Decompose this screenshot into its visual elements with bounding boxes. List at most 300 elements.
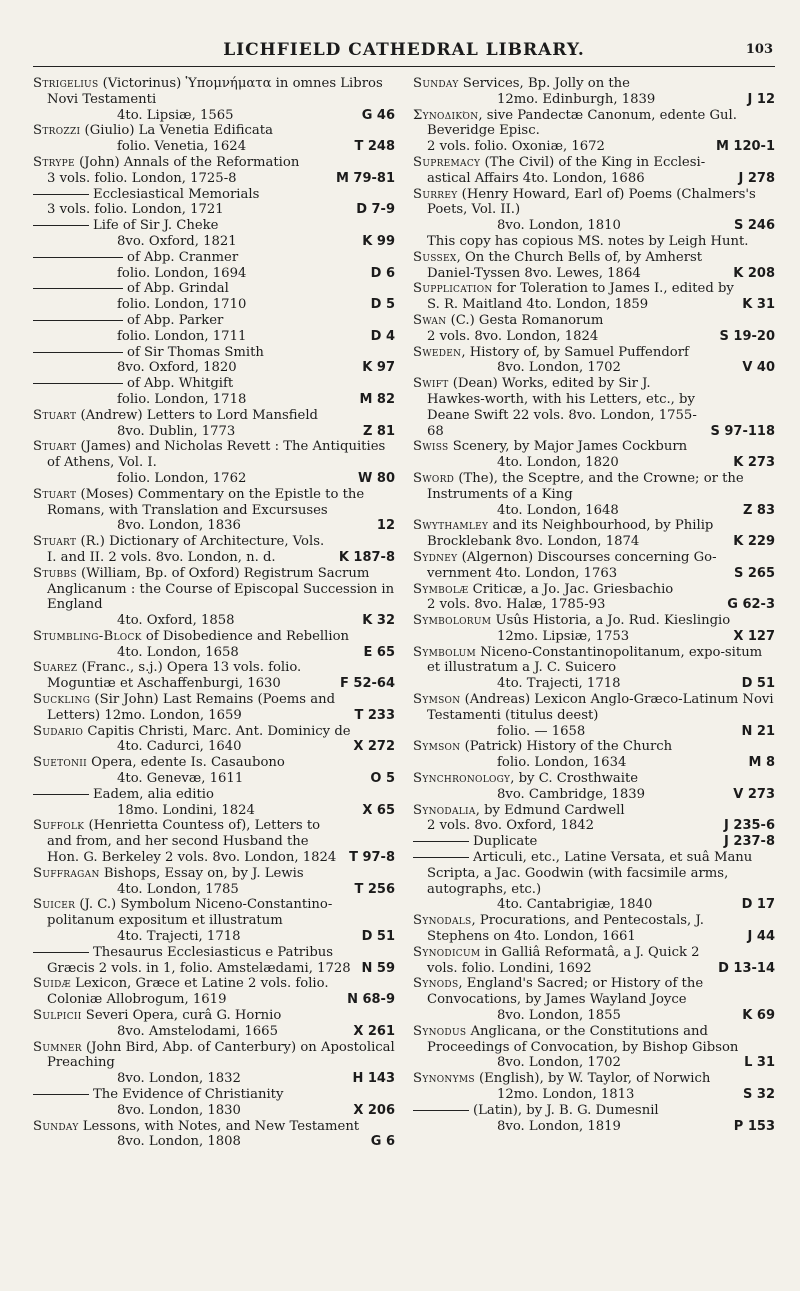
catalogue-entry bbox=[413, 345, 775, 361]
entry-heading: Strozzi bbox=[33, 123, 81, 139]
entry-text: (Moses) Commentary on the Epistle to the Romans, with Translation and Excursuses bbox=[47, 486, 365, 518]
catalogue-entry bbox=[33, 76, 395, 108]
entry-text: Duplicate bbox=[473, 834, 538, 850]
imprint-text: folio. Venetia, 1624 bbox=[117, 139, 247, 155]
entry-text: (Algernon) Discourses concerning Go-vernment 4to. London, 1763 bbox=[427, 549, 717, 581]
entry-heading: Sudario bbox=[33, 723, 84, 739]
imprint-line bbox=[33, 266, 365, 282]
imprint-text: 2 vols. 8vo. Halæ, 1785-93 bbox=[427, 597, 606, 613]
catalogue-entry bbox=[413, 250, 727, 282]
catalogue-entry bbox=[33, 724, 395, 740]
entry-text: (Sir John) Last Remains (Poems and Letters) 12mo. London, 1659 bbox=[47, 692, 336, 723]
entry-row bbox=[33, 534, 395, 566]
shelf-mark: S 246 bbox=[733, 218, 775, 234]
shelf-mark: T 256 bbox=[354, 881, 395, 897]
entry-heading: Sweden bbox=[413, 344, 462, 360]
imprint-text: 3 vols. folio. London, 1721 bbox=[47, 202, 224, 218]
entry-text: (Franc., s.j.) Opera 13 vols. folio. Moguntiæ et Aschaffenburgi, 1630 bbox=[47, 660, 302, 692]
sub-entry bbox=[413, 850, 775, 897]
imprint-text: 18mo. Londini, 1824 bbox=[117, 802, 255, 818]
entry-row bbox=[413, 518, 775, 550]
shelf-mark: G 62-3 bbox=[727, 597, 775, 613]
imprint-line bbox=[413, 1008, 736, 1024]
imprint-text: 12mo. Edinburgh, 1839 bbox=[497, 91, 656, 107]
entry-row bbox=[33, 613, 395, 629]
shelf-mark: F 52-64 bbox=[340, 676, 395, 692]
catalogue-entry bbox=[413, 108, 775, 140]
catalogue-entry bbox=[413, 518, 727, 550]
shelf-mark: O 5 bbox=[370, 771, 395, 787]
catalogue-entry bbox=[33, 1008, 395, 1024]
imprint-text: 8vo. London, 1832 bbox=[117, 1071, 241, 1087]
entry-heading: Stuart bbox=[33, 534, 77, 550]
entry-row bbox=[413, 281, 775, 313]
entry-row bbox=[33, 1071, 395, 1087]
entry-row bbox=[413, 139, 775, 155]
catalogue-entry bbox=[413, 313, 775, 329]
entry-text: Niceno-Constantinopolitanum, expo-situm et illustratum a J. C. Suicero bbox=[427, 644, 763, 676]
imprint-text: 4to. Lipsiæ, 1565 bbox=[117, 107, 234, 123]
catalogue-entry bbox=[413, 471, 775, 503]
imprint-text: 8vo. London, 1855 bbox=[497, 1008, 621, 1024]
entry-text: Scenery, by Major James Cockburn bbox=[448, 439, 688, 455]
entry-text: (Giulio) La Venetia Edificata bbox=[80, 123, 273, 139]
imprint-line bbox=[33, 739, 347, 755]
catalogue-entry bbox=[33, 439, 395, 471]
entry-row bbox=[33, 882, 395, 898]
catalogue-entry bbox=[413, 692, 775, 724]
imprint-text: 4to. London, 1785 bbox=[117, 881, 239, 897]
entry-row bbox=[33, 976, 395, 1008]
entry-heading: Strigelius bbox=[33, 76, 99, 91]
shelf-mark: N 21 bbox=[741, 723, 775, 739]
entry-text: of Abp. Cranmer bbox=[127, 249, 239, 265]
entry-text: Articuli, etc., Latine Versata, et suâ Manu Scripta, a Jac. Goodwin (with facsimile arms, autographs, etc.) bbox=[427, 850, 753, 897]
entry-heading: Symbolorum bbox=[413, 613, 492, 629]
shelf-mark: N 59 bbox=[361, 960, 395, 976]
shelf-mark: J 237-8 bbox=[724, 834, 775, 850]
imprint-text: folio. London, 1694 bbox=[117, 265, 247, 281]
entry-heading: Symbolæ bbox=[413, 581, 469, 597]
catalogue-entry bbox=[33, 755, 395, 771]
catalogue-entry bbox=[33, 818, 343, 865]
entry-heading: Stuart bbox=[33, 439, 77, 455]
shelf-mark: X 65 bbox=[362, 802, 395, 818]
shelf-mark: D 51 bbox=[361, 929, 395, 945]
shelf-mark: S 265 bbox=[733, 565, 775, 581]
entry-heading: Symson bbox=[413, 692, 461, 708]
entry-row bbox=[413, 503, 775, 519]
entry-heading: Suetonii bbox=[33, 755, 87, 771]
entry-text: of Disobedience and Rebellion bbox=[141, 628, 350, 644]
catalogue-entry bbox=[413, 913, 742, 945]
entry-text: , sive Pandectæ Canonum, edente Gul. Beveridge Episc. bbox=[427, 107, 737, 139]
imprint-line bbox=[33, 360, 356, 376]
imprint-line bbox=[33, 1024, 347, 1040]
imprint-text: 8vo. London, 1810 bbox=[497, 218, 621, 234]
entry-text: (Henrietta Countess of), Letters to and from, and her second Husband the Hon. G. Berkeley 2 vols. 8vo. London, 1824 bbox=[47, 818, 337, 866]
entry-row bbox=[33, 739, 395, 755]
catalogue-entry bbox=[413, 613, 775, 629]
imprint-line bbox=[413, 1119, 728, 1135]
shelf-mark: D 6 bbox=[370, 265, 395, 281]
running-title: LICHFIELD CATHEDRAL LIBRARY. bbox=[223, 40, 585, 60]
entry-row bbox=[413, 897, 775, 913]
entry-heading: Stubbs bbox=[33, 565, 77, 581]
imprint-line bbox=[413, 360, 736, 376]
entry-text: (John Bird, Abp. of Canterbury) on Apostolical Preaching bbox=[47, 1039, 395, 1071]
shelf-mark: X 127 bbox=[733, 628, 775, 644]
entry-row bbox=[413, 376, 775, 439]
imprint-line bbox=[33, 108, 356, 124]
left-column bbox=[33, 76, 395, 1150]
entry-text: in Galliâ Reformatâ, a J. Quick 2 vols. folio. Londini, 1692 bbox=[427, 944, 700, 976]
entry-text: , by Edmund Cardwell bbox=[475, 802, 625, 818]
entry-heading: Sussex bbox=[413, 249, 457, 265]
imprint-line bbox=[33, 1071, 346, 1087]
entry-text: , Procurations, and Pentecostals, J. Stephens on 4to. London, 1661 bbox=[427, 913, 704, 945]
entry-text: of Abp. Parker bbox=[127, 312, 224, 328]
entry-row bbox=[33, 660, 395, 692]
catalogue-entry bbox=[33, 155, 395, 171]
page-number: 103 bbox=[745, 42, 773, 57]
entry-heading: Swift bbox=[413, 376, 449, 392]
shelf-mark: X 206 bbox=[353, 1102, 395, 1118]
imprint-line bbox=[33, 424, 357, 440]
entry-heading: Synchronology bbox=[413, 771, 511, 787]
entry-row bbox=[33, 1103, 395, 1119]
shelf-mark: D 5 bbox=[370, 297, 395, 313]
imprint-line bbox=[413, 597, 721, 613]
entry-row bbox=[33, 771, 395, 787]
entry-heading: Synodalia bbox=[413, 802, 476, 818]
shelf-mark: K 208 bbox=[733, 265, 775, 281]
imprint-text: 4to. Cantabrigiæ, 1840 bbox=[497, 897, 653, 913]
entry-row bbox=[33, 1134, 395, 1150]
catalogue-entry bbox=[33, 629, 395, 645]
catalogue-entry bbox=[33, 660, 334, 692]
imprint-text: 4to. Oxford, 1858 bbox=[117, 613, 235, 629]
entry-row bbox=[413, 945, 775, 977]
imprint-line bbox=[33, 392, 353, 408]
entry-row bbox=[413, 787, 775, 803]
imprint-text: 2 vols. 8vo. Oxford, 1842 bbox=[427, 818, 595, 834]
entry-heading: Suidæ bbox=[33, 976, 71, 992]
shelf-mark: M 82 bbox=[359, 391, 395, 407]
shelf-mark: X 261 bbox=[353, 1023, 395, 1039]
entry-text: (Dean) Works, edited by Sir J. Hawkes-worth, with his Letters, etc., by Deane Swift 22 vols. 8vo. London, 1755-68 bbox=[427, 376, 697, 439]
catalogue-entry bbox=[413, 803, 775, 819]
imprint-line bbox=[413, 755, 742, 771]
entry-text: (John) Annals of the Reformation bbox=[74, 154, 300, 170]
imprint-text: 8vo. Oxford, 1821 bbox=[117, 233, 237, 249]
entry-text: (Victorinus) Ὑπομνήματα in omnes Libros Novi Testamenti bbox=[47, 76, 383, 107]
imprint-line bbox=[33, 803, 356, 819]
entry-text: Life of Sir J. Cheke bbox=[93, 218, 219, 234]
entry-text: , England's Sacred; or History of the Convocations, by James Wayland Joyce bbox=[427, 976, 704, 1008]
imprint-line bbox=[413, 676, 736, 692]
sub-entry bbox=[33, 376, 395, 392]
entry-text: Ecclesiastical Memorials bbox=[93, 186, 260, 202]
imprint-line bbox=[413, 92, 742, 108]
catalogue-entry bbox=[413, 582, 775, 598]
catalogue-entry bbox=[413, 976, 775, 1008]
entry-heading: Suarez bbox=[33, 660, 78, 676]
imprint-line bbox=[33, 329, 365, 345]
shelf-mark: P 153 bbox=[733, 1118, 775, 1134]
imprint-text: 8vo. Amstelodami, 1665 bbox=[117, 1023, 278, 1039]
entry-row bbox=[413, 92, 775, 108]
imprint-line bbox=[33, 139, 348, 155]
entry-heading: Stumbling-Block bbox=[33, 628, 142, 644]
imprint-text: folio. London, 1710 bbox=[117, 297, 247, 313]
entry-heading: Symbolum bbox=[413, 644, 477, 660]
entry-heading: Sumner bbox=[33, 1039, 82, 1055]
entry-row bbox=[413, 218, 775, 234]
catalogue-entry bbox=[413, 1071, 775, 1087]
entry-heading: Surrey bbox=[413, 186, 458, 202]
shelf-mark: V 273 bbox=[733, 786, 775, 802]
imprint-line bbox=[33, 202, 350, 218]
shelf-mark: J 235-6 bbox=[724, 818, 775, 834]
entry-row bbox=[413, 1008, 775, 1024]
entry-row bbox=[413, 818, 775, 834]
entry-heading: Supplication bbox=[413, 281, 493, 297]
imprint-text: 12mo. Lipsiæ, 1753 bbox=[497, 628, 630, 644]
imprint-text: 8vo. Oxford, 1820 bbox=[117, 360, 237, 376]
entry-heading: Sydney bbox=[413, 549, 458, 565]
entry-text: (Andrew) Letters to Lord Mansfield bbox=[76, 407, 318, 423]
imprint-text: 8vo. London, 1819 bbox=[497, 1118, 621, 1134]
entry-text: Usûs Historia, a Jo. Rud. Kieslingio bbox=[491, 613, 731, 629]
shelf-mark: K 273 bbox=[733, 455, 775, 471]
imprint-line bbox=[413, 455, 727, 471]
shelf-mark: K 187-8 bbox=[338, 549, 395, 565]
entry-row bbox=[33, 202, 395, 218]
catalogue-entry bbox=[33, 534, 333, 566]
imprint-line bbox=[33, 234, 356, 250]
imprint-text: folio. London, 1634 bbox=[497, 755, 627, 771]
imprint-text: folio. London, 1718 bbox=[117, 391, 247, 407]
imprint-text: 8vo. London, 1808 bbox=[117, 1134, 241, 1150]
entry-row bbox=[413, 676, 775, 692]
sub-entry bbox=[33, 1087, 395, 1103]
entry-text: Severi Opera, curâ G. Hornio bbox=[81, 1008, 282, 1024]
catalogue-entry bbox=[413, 155, 733, 187]
catalogue-entry bbox=[413, 187, 775, 219]
entry-text: (The Civil) of the King in Ecclesi-astical Affairs 4to. London, 1686 bbox=[427, 154, 706, 186]
entry-row bbox=[33, 645, 395, 661]
entry-text: Thesaurus Ecclesiasticus e Patribus Græcis 2 vols. in 1, folio. Amstelædami, 1728 bbox=[47, 944, 351, 976]
catalogue-entry bbox=[413, 645, 775, 677]
imprint-text: folio. — 1658 bbox=[497, 723, 586, 739]
sub-entry bbox=[33, 250, 395, 266]
catalogue-entry bbox=[413, 771, 775, 787]
imprint-line bbox=[33, 171, 330, 187]
shelf-mark: M 8 bbox=[748, 755, 775, 771]
sub-entry bbox=[413, 1103, 775, 1119]
entry-row bbox=[413, 550, 775, 582]
shelf-mark: K 97 bbox=[362, 360, 395, 376]
imprint-text: 8vo. London, 1702 bbox=[497, 360, 621, 376]
shelf-mark: S 97-118 bbox=[710, 423, 775, 439]
imprint-text: folio. London, 1711 bbox=[117, 328, 247, 344]
entry-text: (R.) Dictionary of Architecture, Vols. I. and II. 2 vols. 8vo. London, n. d. bbox=[47, 534, 325, 565]
shelf-mark: D 13-14 bbox=[718, 960, 775, 976]
catalogue-entry bbox=[413, 550, 728, 582]
entry-text: (Henry Howard, Earl of) Poems (Chalmers's Poets, Vol. II.) bbox=[427, 186, 756, 218]
entry-text: Lexicon, Græce et Latine 2 vols. folio. Coloniæ Allobrogum, 1619 bbox=[47, 976, 329, 1008]
imprint-line bbox=[413, 1087, 737, 1103]
shelf-mark: Z 81 bbox=[362, 423, 395, 439]
shelf-mark: K 69 bbox=[742, 1008, 775, 1024]
imprint-line bbox=[413, 503, 737, 519]
shelf-mark: N 68-9 bbox=[347, 992, 395, 1008]
catalogue-entry bbox=[413, 281, 736, 313]
entry-text: Opera, edente Is. Casaubono bbox=[86, 755, 285, 771]
entry-row bbox=[33, 471, 395, 487]
catalogue-entry bbox=[33, 566, 395, 613]
imprint-text: 8vo. London, 1830 bbox=[117, 1102, 241, 1118]
entry-note: This copy has copious MS. notes by Leigh Hunt. bbox=[427, 233, 749, 249]
catalogue-entry bbox=[33, 1040, 395, 1072]
entry-row bbox=[33, 818, 395, 865]
imprint-line bbox=[413, 787, 727, 803]
shelf-mark: D 7-9 bbox=[356, 202, 395, 218]
entry-heading: Synodicum bbox=[413, 944, 481, 960]
entry-row bbox=[413, 329, 775, 345]
entry-row bbox=[413, 1119, 775, 1135]
page-header bbox=[33, 38, 775, 67]
entry-heading: Supremacy bbox=[413, 154, 481, 170]
catalogue-entry bbox=[413, 76, 775, 92]
imprint-line bbox=[413, 218, 728, 234]
entry-row bbox=[413, 834, 775, 850]
shelf-mark: S 19-20 bbox=[719, 328, 775, 344]
entry-heading: Sunday bbox=[33, 1118, 79, 1134]
imprint-line bbox=[33, 882, 348, 898]
shelf-mark: J 278 bbox=[738, 170, 775, 186]
imprint-text: 8vo. London, 1702 bbox=[497, 1055, 621, 1071]
imprint-line bbox=[33, 929, 356, 945]
shelf-mark: T 97-8 bbox=[349, 850, 395, 866]
entry-text: (Andreas) Lexicon Anglo-Græco-Latinum Novi Testamenti (titulus deest) bbox=[427, 692, 774, 723]
imprint-line bbox=[413, 818, 718, 834]
imprint-text: 4to. London, 1658 bbox=[117, 644, 239, 660]
shelf-mark: 12 bbox=[376, 518, 395, 534]
entry-row bbox=[413, 155, 775, 187]
entry-row bbox=[33, 360, 395, 376]
entry-text: (Latin), by J. B. G. Dumesnil bbox=[473, 1102, 659, 1118]
entry-row bbox=[413, 455, 775, 471]
shelf-mark: Z 83 bbox=[742, 502, 775, 518]
shelf-mark: M 120-1 bbox=[715, 139, 775, 155]
catalogue-entry bbox=[33, 692, 348, 724]
catalogue-entry bbox=[413, 376, 704, 439]
entry-row bbox=[33, 297, 395, 313]
entry-heading: Stuart bbox=[33, 407, 77, 423]
shelf-mark: W 80 bbox=[358, 470, 395, 486]
shelf-mark: J 44 bbox=[747, 929, 775, 945]
entry-text: Eadem, alia editio bbox=[93, 786, 214, 802]
entry-row bbox=[33, 392, 395, 408]
imprint-line bbox=[33, 1103, 347, 1119]
sub-entry bbox=[33, 281, 395, 297]
entry-row bbox=[33, 518, 395, 534]
imprint-text: 4to. Trajecti, 1718 bbox=[497, 676, 621, 692]
entry-row bbox=[33, 945, 395, 977]
imprint-text: 4to. Cadurci, 1640 bbox=[117, 739, 242, 755]
entry-text: Bishops, Essay on, by J. Lewis bbox=[99, 865, 304, 881]
entry-row bbox=[33, 803, 395, 819]
sub-entry bbox=[33, 787, 395, 803]
imprint-text: 8vo. Dublin, 1773 bbox=[117, 423, 236, 439]
entry-text: , History of, by Samuel Puffendorf bbox=[461, 344, 689, 360]
entry-row bbox=[413, 913, 775, 945]
imprint-text: 12mo. London, 1813 bbox=[497, 1087, 635, 1102]
entry-row bbox=[33, 171, 395, 187]
sub-entry bbox=[33, 345, 395, 361]
catalogue-entry bbox=[33, 487, 395, 519]
imprint-line bbox=[413, 897, 736, 913]
shelf-mark: K 229 bbox=[733, 534, 775, 550]
entry-heading: Suckling bbox=[33, 692, 91, 708]
imprint-text: 4to. London, 1820 bbox=[497, 455, 619, 471]
shelf-mark: K 99 bbox=[362, 233, 395, 249]
imprint-line bbox=[413, 724, 736, 740]
imprint-line bbox=[33, 771, 364, 787]
entry-text: for Toleration to James I., edited by S. R. Maitland 4to. London, 1859 bbox=[427, 281, 734, 313]
entry-text: , by C. Crosthwaite bbox=[510, 771, 639, 787]
shelf-mark: E 65 bbox=[363, 644, 395, 660]
entry-text: Services, Bp. Jolly on the bbox=[458, 76, 630, 91]
imprint-line bbox=[33, 645, 358, 661]
entry-text: , On the Church Bells of, by Amherst Daniel-Tyssen 8vo. Lewes, 1864 bbox=[427, 249, 703, 281]
catalogue-entry bbox=[33, 976, 341, 1008]
imprint-text: 4to. Genevæ, 1611 bbox=[117, 771, 244, 787]
shelf-mark: X 272 bbox=[353, 739, 395, 755]
entry-text: and its Neighbourhood, by Philip Brocklebank 8vo. London, 1874 bbox=[427, 518, 714, 550]
entry-row bbox=[33, 424, 395, 440]
entry-heading: Sulpicii bbox=[33, 1008, 82, 1024]
imprint-line bbox=[413, 329, 714, 345]
entry-row bbox=[33, 266, 395, 282]
entry-text: (J. C.) Symbolum Niceno-Constantino-politanum expositum et illustratum bbox=[47, 897, 333, 929]
entry-text: of Abp. Whitgift bbox=[127, 376, 234, 392]
imprint-line bbox=[413, 1055, 738, 1071]
sub-entry bbox=[33, 313, 395, 329]
entry-row bbox=[33, 929, 395, 945]
imprint-line bbox=[33, 613, 356, 629]
shelf-mark: L 31 bbox=[744, 1055, 775, 1071]
entry-heading: Strype bbox=[33, 154, 75, 170]
imprint-line bbox=[33, 297, 365, 313]
entry-heading: Suffolk bbox=[33, 818, 85, 834]
shelf-mark: G 46 bbox=[361, 107, 395, 123]
shelf-mark: T 233 bbox=[354, 707, 395, 723]
catalogue-entry bbox=[33, 866, 395, 882]
entry-text: (William, Bp. of Oxford) Registrum Sacrum Anglicanum : the Course of Episcopal Succession in England bbox=[47, 565, 395, 613]
entry-heading: Swythamley bbox=[413, 518, 489, 534]
catalogue-entry bbox=[33, 1119, 395, 1135]
sub-entry bbox=[33, 945, 356, 977]
entry-text: (The), the Sceptre, and the Crowne; or the Instruments of a King bbox=[427, 470, 744, 502]
shelf-mark: S 32 bbox=[743, 1087, 775, 1102]
entry-text: Criticæ, a Jo. Jac. Griesbachio bbox=[468, 581, 674, 597]
entry-row bbox=[33, 329, 395, 345]
shelf-mark: K 31 bbox=[742, 297, 775, 313]
entry-heading: Συνοδικόν bbox=[413, 107, 479, 123]
